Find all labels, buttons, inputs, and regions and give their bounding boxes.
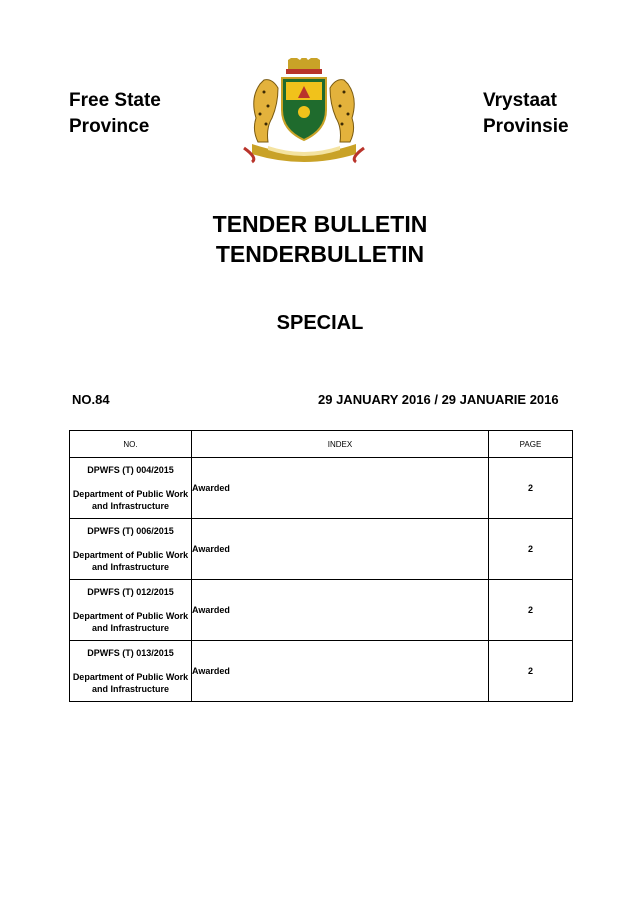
index-cell: Awarded [192,519,489,580]
tender-number-cell [70,458,192,519]
province-name-english-line1: Free State [69,90,161,111]
tender-number-cell [70,519,192,580]
tender-reference: DPWFS (T) 012/2015 [87,587,174,597]
table-row [70,641,573,702]
index-cell: Awarded [192,641,489,702]
tender-index-table [69,430,573,702]
tender-reference: DPWFS (T) 006/2015 [87,526,174,536]
header-right [483,88,569,140]
table-row [70,458,573,519]
column-header-index: INDEX [192,431,489,458]
page-cell: 2 [489,580,573,641]
tender-number-cell [70,641,192,702]
department-name: Department of Public Work and Infrastructure [72,611,189,633]
table-row [70,580,573,641]
page-cell: 2 [489,641,573,702]
column-header-no: NO. [70,431,192,458]
bulletin-title-afrikaans: TENDERBULLETIN [215,241,425,267]
department-name: Department of Public Work and Infrastructure [72,550,189,572]
edition-label: SPECIAL [276,312,364,334]
page-cell: 2 [489,519,573,580]
tender-reference: DPWFS (T) 004/2015 [87,465,174,475]
tender-number-cell [70,580,192,641]
table-row [70,519,573,580]
bulletin-title-english: TENDER BULLETIN [212,211,428,237]
department-name: Department of Public Work and Infrastructure [72,672,189,694]
coat-of-arms-icon [238,58,370,168]
column-header-page: PAGE [489,431,573,458]
index-cell: Awarded [192,458,489,519]
index-cell: Awarded [192,580,489,641]
tender-reference: DPWFS (T) 013/2015 [87,648,174,658]
issue-date: 29 JANUARY 2016 / 29 JANUARIE 2016 [318,392,559,407]
table-header-row [70,431,573,458]
issue-number: NO.84 [72,392,110,407]
page-cell: 2 [489,458,573,519]
province-name-afrikaans-line2: Provinsie [483,116,569,137]
header-left [69,88,161,140]
department-name: Department of Public Work and Infrastructure [72,489,189,511]
province-name-english-line2: Province [69,116,150,137]
province-name-afrikaans-line1: Vrystaat [483,90,557,111]
